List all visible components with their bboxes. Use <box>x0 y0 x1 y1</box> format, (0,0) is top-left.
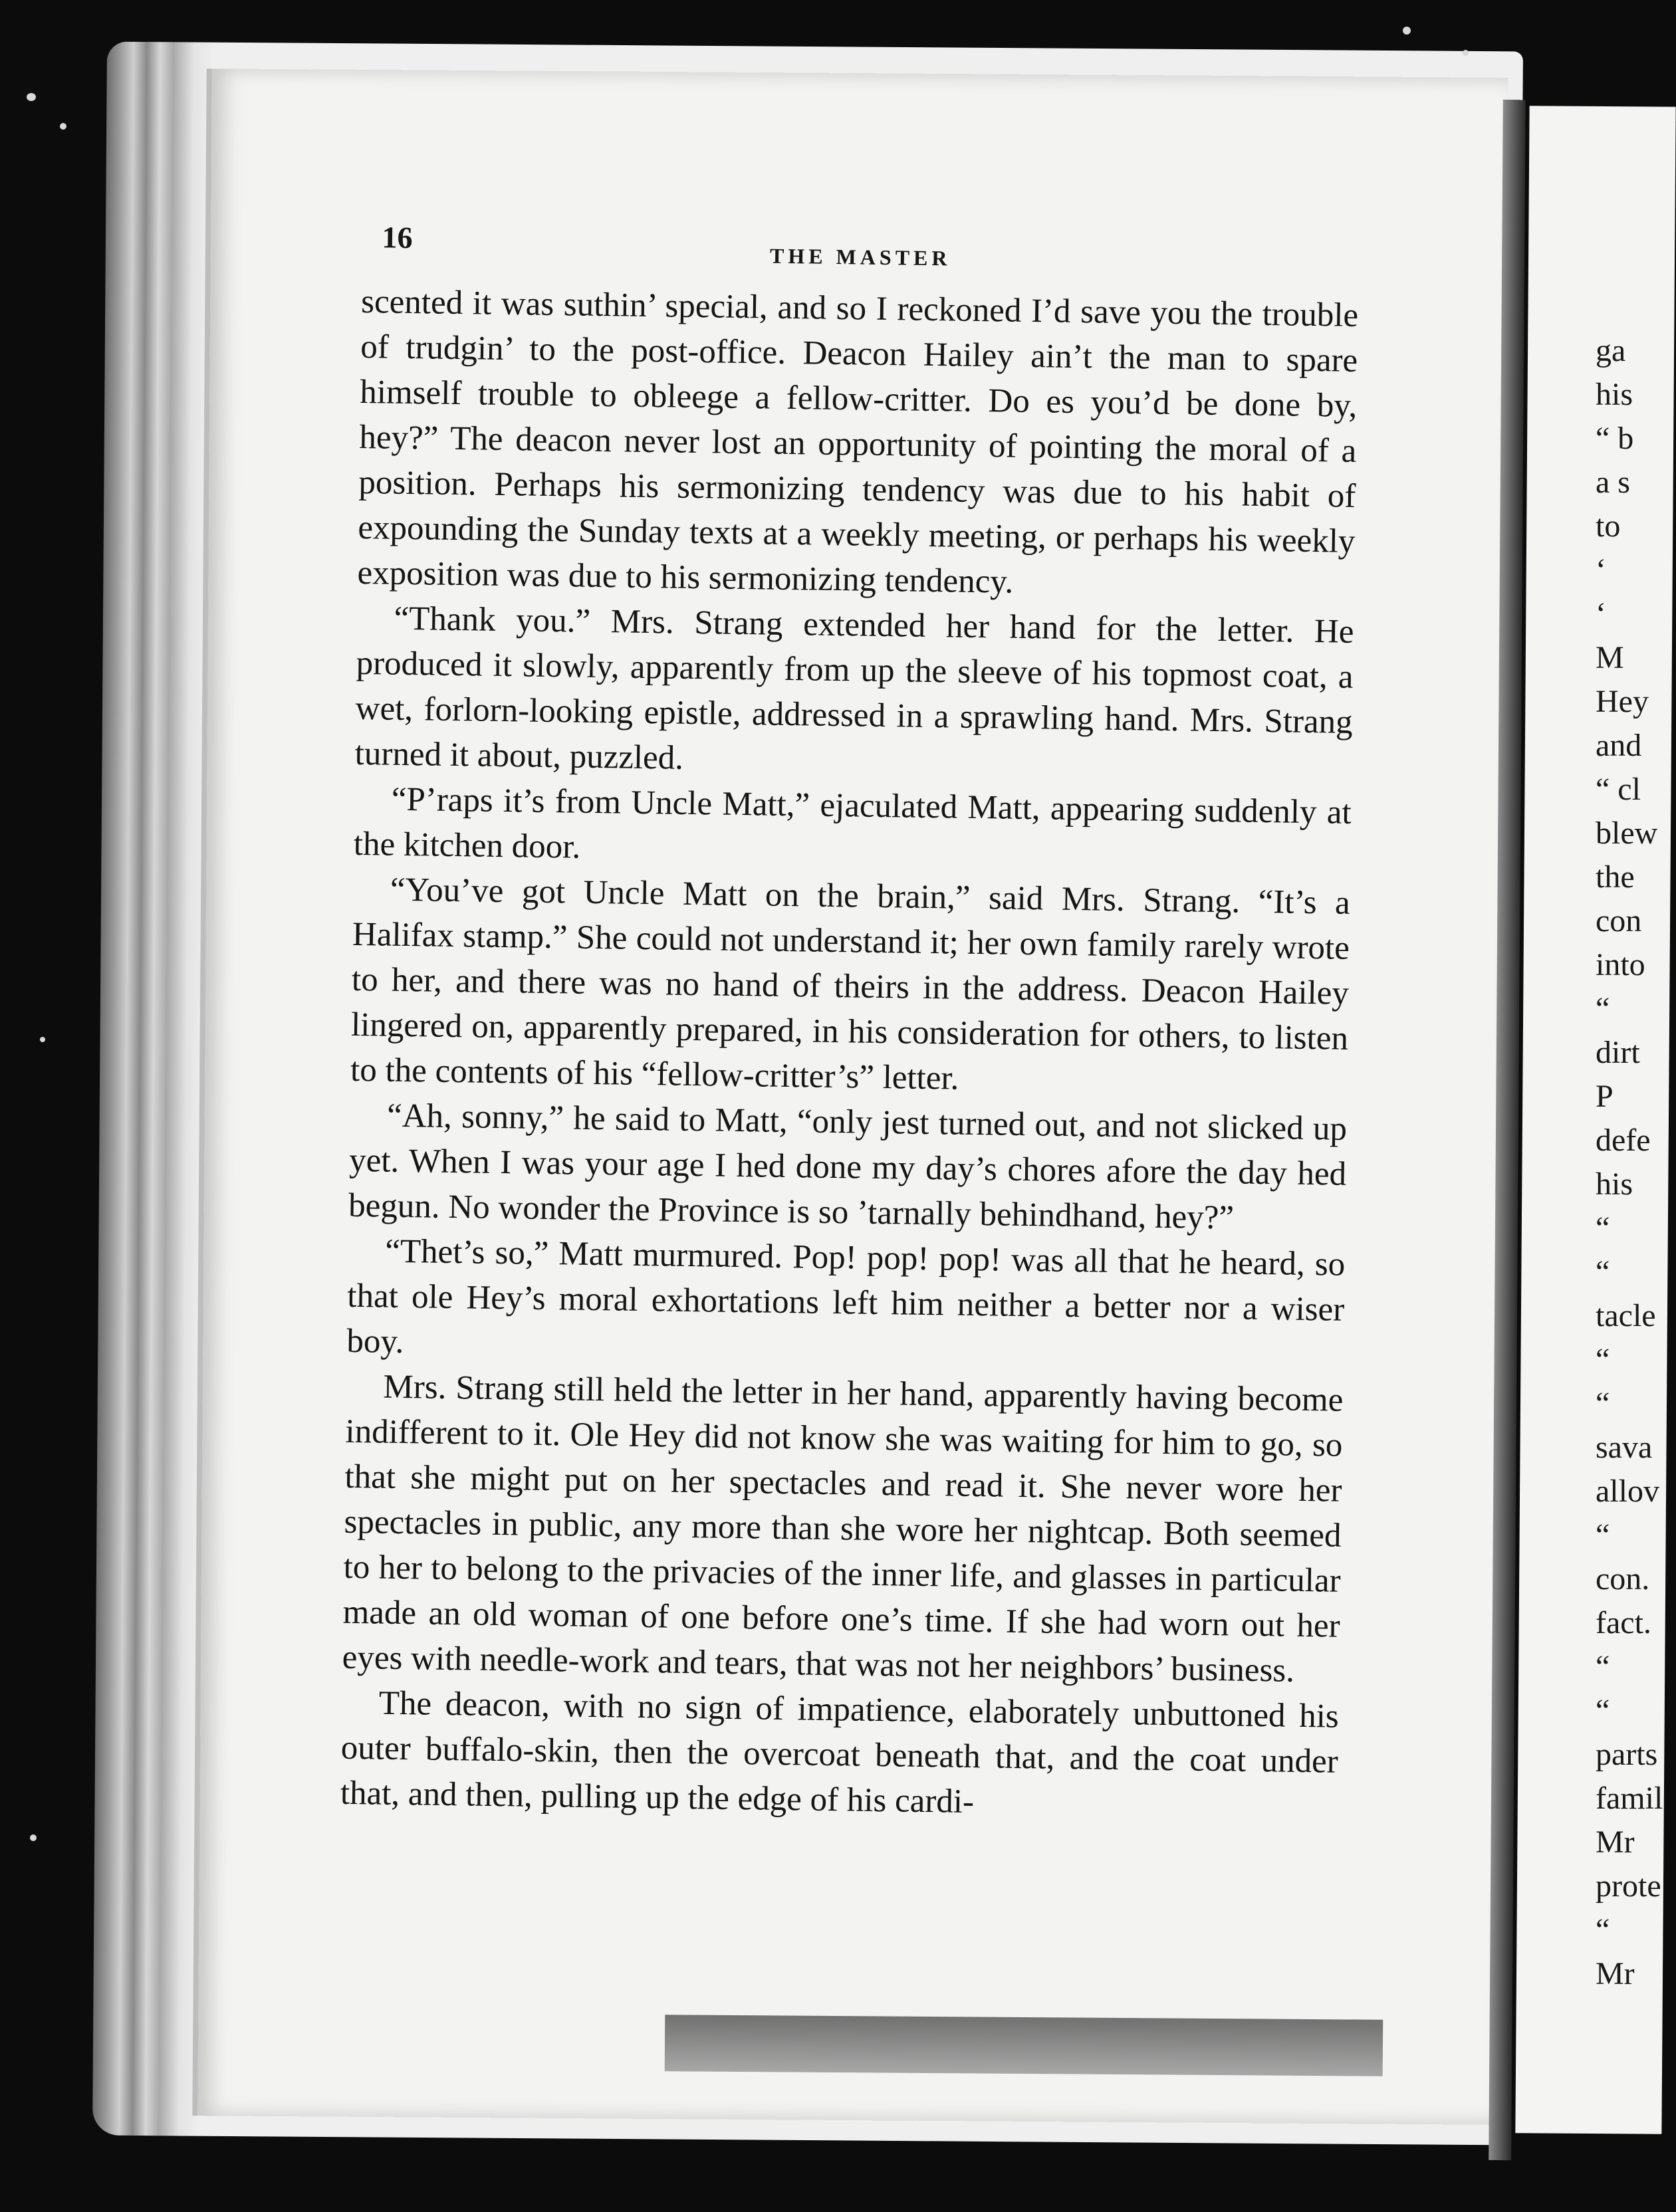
paragraph: scented it was suthin’ special, and so I reckoned I’d save you the trouble of trudgin’ to the post-office. Deacon Hailey ain’t the man to spare himself trouble to obleege a fellow-critter. Do es you’d be done by, hey?” The deacon never lost an opportunity of pointing the moral of a position. Perhaps his sermonizing tendency was due to his habit of expounding the Sunday texts at a weekly meeting, or perhaps his weekly exposition was due to his sermonizing tendency. <box>357 282 1359 601</box>
paragraph: The deacon, with no sign of impatience, elaborately unbuttoned his outer buffalo-skin, then the overcoat beneath that, and the coat under that, and then, pulling up the edge of his cardi- <box>340 1684 1340 1821</box>
adjacent-page-text: ga his “ b a s to ‘ ‘ M Hey and “ cl blew the con into “ dirt P defe his “ “ tacle “ “ sava allov “ con. fact. “ “ parts famil Mr prote “ Mr <box>1596 333 1663 1991</box>
paragraph: “P’raps it’s from Uncle Matt,” ejaculated Matt, appearing suddenly at the kitchen door. <box>353 780 1352 866</box>
page-number: 16 <box>382 220 413 255</box>
dust-speck <box>30 1834 37 1841</box>
paragraph: “Ah, sonny,” he said to Matt, “only jest turned out, and not slicked up yet. When I was your age I hed done my day’s chores afore the day hed begun. No wonder the Province is so ’tarnally behindhand, hey?” <box>348 1097 1348 1237</box>
paragraph: “You’ve got Uncle Matt on the brain,” said Mrs. Strang. “It’s a Halifax stamp.” She could not understand it; her own family rarely wrote to her, and there was no hand of theirs in the address. Deacon Hailey lingered on, apparently prepared, in his consideration for others, to listen to the contents of his “fellow-critter’s” letter. <box>350 871 1351 1097</box>
page-bottom-shadow <box>665 2015 1383 2076</box>
paragraph: “Thet’s so,” Matt murmured. Pop! pop! pop! was all that he heard, so that ole Hey’s moral exhortations left him neither a better nor a wiser boy. <box>346 1232 1346 1361</box>
paragraph: Mrs. Strang still held the letter in her hand, apparently having become indifferent to it. Ole Hey did not know she was waiting for him to go, so that she might put on her spectacles and read it. She never wore her spectacles in public, any more than she wore her nightcap. Both seemed to her to belong to the privacies of the inner life, and glasses in particular made an old woman of one before one’s time. If she had worn out her eyes with needle-work and tears, that was not her neighbors’ business. <box>342 1368 1344 1690</box>
dust-speck <box>27 93 36 101</box>
page-content <box>340 219 1359 1830</box>
dust-speck <box>60 123 66 130</box>
dust-speck <box>1403 27 1411 35</box>
dust-speck <box>40 1037 45 1042</box>
dust-speck <box>1463 50 1469 56</box>
paragraph: “Thank you.” Mrs. Strang extended her hand for the letter. He produced it slowly, apparently from up the sleeve of his topmost coat, a wet, forlorn-looking epistle, addressed in a sprawling hand. Mrs. Strang turned it about, puzzled. <box>354 600 1354 777</box>
running-head: THE MASTER <box>769 243 951 271</box>
